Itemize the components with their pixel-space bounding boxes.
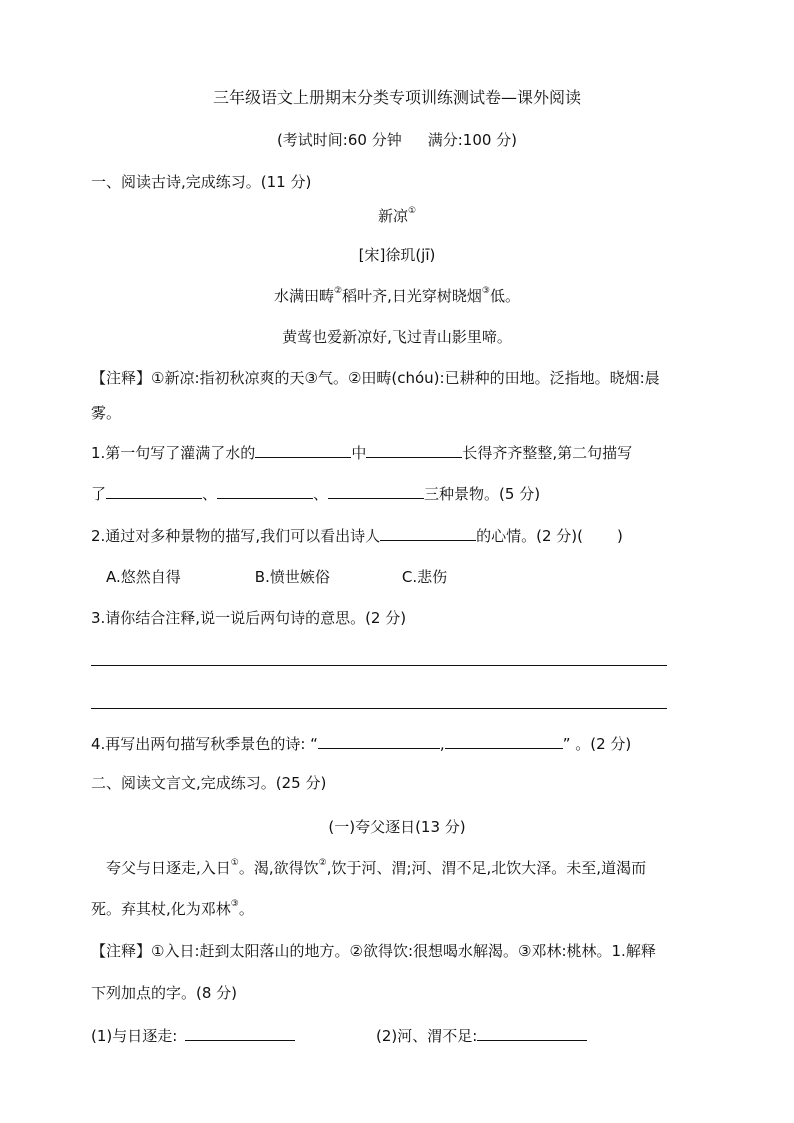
q4-part2: ” 。(2 分)	[562, 735, 632, 753]
question-1-line-1	[91, 442, 632, 463]
text2-a: 死。弃其杖,化为邓林	[91, 900, 231, 918]
section2-note-line-2: 下列加点的字。(8 分)	[91, 984, 238, 1002]
poem-note-line-1: 【注释】①新凉:指初秋凉爽的天③气。②田畴(chóu):已耕种的田地。泛指地。晓烟:晨	[91, 369, 660, 387]
q2-option-c[interactable]: C.悲伤	[401, 568, 448, 586]
q1-part1: 1.第一句写了灌满了水的	[91, 444, 256, 462]
q3-answer-line-2[interactable]	[91, 708, 667, 709]
sub-question-2	[376, 1025, 587, 1046]
q4-sep: ,	[439, 735, 445, 753]
question-4	[91, 733, 631, 754]
q2-option-a[interactable]: A.悠然自得	[106, 568, 181, 586]
text2-b: 。	[238, 900, 254, 918]
poem-line-2: 黄莺也爱新凉好,飞过青山影里啼。	[282, 328, 512, 346]
exam-info	[0, 130, 794, 150]
classical-text-line-1	[106, 858, 646, 878]
section1-heading: 一、阅读古诗,完成练习。(11 分)	[91, 173, 312, 191]
text1-c: ,饮于河、渭;河、渭不足,北饮大泽。未至,道渴而	[326, 859, 647, 877]
poem-author: [宋]徐玑(jī)	[358, 246, 436, 264]
text1-b: 。渴,欲得饮	[238, 859, 319, 877]
poem-note-line-2: 雾。	[91, 404, 122, 422]
section2-note-line-1: 【注释】①入日:赶到太阳落山的地方。②欲得饮:很想喝水解渴。③邓林:桃林。1.解释	[91, 942, 656, 960]
exam-score: 满分:100 分)	[427, 131, 518, 149]
q4-blank-2[interactable]	[445, 733, 563, 749]
poem-line-1-c: 低。	[489, 287, 520, 305]
text-footnote-1: ①	[230, 858, 239, 868]
q1-part3: 长得齐齐整整,第二句描写	[462, 444, 633, 462]
q4-part1: 4.再写出两句描写秋季景色的诗: “	[91, 735, 318, 753]
q1-blank-3[interactable]	[106, 483, 202, 499]
poem-footnote-2: ②	[334, 286, 343, 296]
q2-part3: )	[616, 527, 623, 545]
q2-part1: 2.通过对多种景物的描写,我们可以看出诗人	[91, 527, 381, 545]
q1-blank-5[interactable]	[328, 483, 424, 499]
poem-title	[0, 206, 794, 226]
q2-option-b[interactable]: B.愤世嫉俗	[254, 568, 330, 586]
q1-blank-1[interactable]	[255, 442, 351, 458]
q1-part5: 三种景物。(5 分)	[424, 485, 541, 503]
poem-title-footnote: ①	[407, 206, 417, 216]
q1-blank-2[interactable]	[366, 442, 462, 458]
question-3: 3.请你结合注释,说一说后两句诗的意思。(2 分)	[91, 609, 407, 627]
poem-line-1-b: 稻叶齐,日光穿树晓烟	[342, 287, 482, 305]
q2-part2: 的心情。(2 分)(	[476, 527, 583, 545]
q2-options	[106, 567, 447, 587]
sub-q2-blank[interactable]	[477, 1025, 587, 1041]
q2-blank[interactable]	[380, 525, 476, 541]
text-footnote-3: ③	[230, 899, 239, 909]
q1-sep1: 、	[202, 485, 218, 503]
page-title: 三年级语文上册期末分类专项训练测试卷—课外阅读	[212, 88, 581, 107]
sub-question-1	[91, 1025, 295, 1046]
poem-line-1	[0, 286, 794, 306]
sub-q1-blank[interactable]	[185, 1025, 295, 1041]
q1-part4: 了	[91, 485, 107, 503]
sub-q1-label: (1)与日逐走:	[91, 1027, 178, 1045]
q4-blank-1[interactable]	[318, 733, 440, 749]
q3-answer-line-1[interactable]	[91, 665, 667, 666]
sub-q2-label: (2)河、渭不足:	[376, 1027, 478, 1045]
poem-line-1-a: 水满田畴	[274, 287, 335, 305]
q1-sep2: 、	[313, 485, 329, 503]
question-1-line-2	[91, 483, 540, 504]
classical-text-line-2	[91, 899, 254, 919]
q1-part2: 中	[351, 444, 367, 462]
section2-subtitle: (一)夸父逐日(13 分)	[328, 818, 466, 836]
text1-a: 夸父与日逐走,入日	[106, 859, 231, 877]
question-2	[91, 525, 623, 546]
exam-time: (考试时间:60 分钟	[276, 131, 402, 149]
poem-title-text: 新凉	[377, 207, 408, 225]
q1-blank-4[interactable]	[217, 483, 313, 499]
poem-footnote-3: ③	[481, 286, 490, 296]
text-footnote-2: ②	[318, 858, 327, 868]
section2-heading: 二、阅读文言文,完成练习。(25 分)	[91, 774, 327, 792]
